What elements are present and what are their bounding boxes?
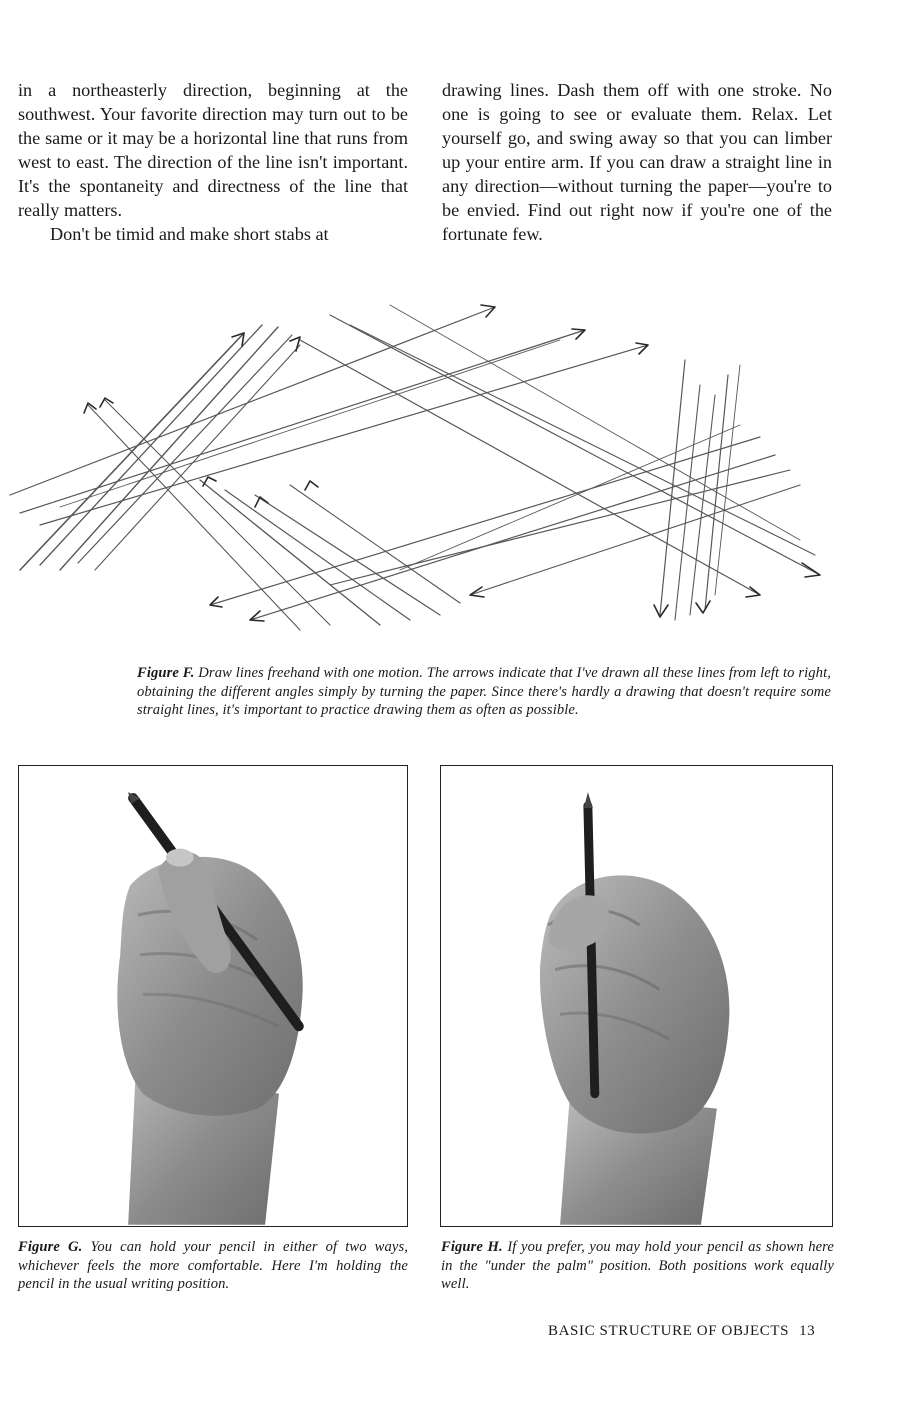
pencil-line [250, 455, 775, 620]
pencil-line [390, 305, 800, 540]
figure-g-caption [18, 1238, 408, 1294]
running-head-title: BASIC STRUCTURE OF OBJECTS [548, 1323, 790, 1339]
arrowhead [470, 587, 484, 597]
text-column-right [442, 78, 832, 246]
pencil-line [330, 315, 820, 575]
arrowhead [305, 481, 318, 490]
figure-label: Figure G. [18, 1239, 83, 1255]
figure-label: Figure F. [137, 665, 195, 681]
pencil-line [290, 485, 460, 603]
pencil-line [715, 365, 740, 595]
figure-h-caption [441, 1238, 834, 1294]
caption-text: You can hold your pencil in either of two ways, whichever feels the more comfortable. Here I'm holding the pencil in the usual writing position. [18, 1239, 409, 1292]
pencil-line [225, 490, 410, 620]
figure-f-line-drawing [0, 285, 907, 635]
text-column-left [18, 78, 408, 246]
hand-under-palm-grip-illustration [441, 766, 831, 1225]
page-number: 13 [799, 1323, 816, 1339]
arrowhead [696, 601, 710, 613]
paragraph: in a northeasterly direction, beginning at the southwest. Your favorite direction may turn out to be the same or it may be a horizontal line that runs from west to east. The direction of the line isn't important. It's the spontaneity and directness of the line that really matters. [18, 80, 408, 220]
figure-g-photo [18, 765, 408, 1227]
pencil-line [660, 360, 685, 615]
pencil-line [400, 425, 740, 570]
pencil-line [350, 325, 815, 555]
paragraph: Don't be timid and make short stabs at [50, 224, 329, 244]
pencil-line [330, 470, 790, 585]
pencil-line [690, 395, 715, 615]
arrowhead [290, 337, 300, 351]
arrowhead [255, 497, 268, 507]
paragraph: drawing lines. Dash them off with one stroke. No one is going to see or evaluate them. Relax. Let yourself go, and swing away so that you can limber up your entire arm. If you can draw a straight line in any direction—without turning the paper—you're to be envied. Find out right now if you're one of the fortunate few. [442, 80, 832, 244]
pencil-line [60, 327, 278, 570]
caption-text: Draw lines freehand with one motion. The arrows indicate that I've drawn all these lines from left to right, obtaining the different angles simply by turning the paper. Since there's hardly a drawing that doesn't require some straight lines, it's important to practice drawing them as often as possible. [137, 665, 831, 718]
caption-text: If you prefer, you may hold your pencil as shown here in the "under the palm" position. Both positions work equally well. [441, 1239, 834, 1292]
pencil-line [105, 400, 330, 625]
pencil-line [210, 437, 760, 605]
running-footer [548, 1323, 815, 1340]
pencil-line [470, 485, 800, 595]
hand-writing-grip-illustration [19, 766, 406, 1225]
figure-h-photo [440, 765, 833, 1227]
pencil-line [255, 495, 440, 615]
figure-label: Figure H. [441, 1239, 503, 1255]
pencil-line [20, 330, 585, 513]
figure-f-caption [137, 664, 831, 720]
